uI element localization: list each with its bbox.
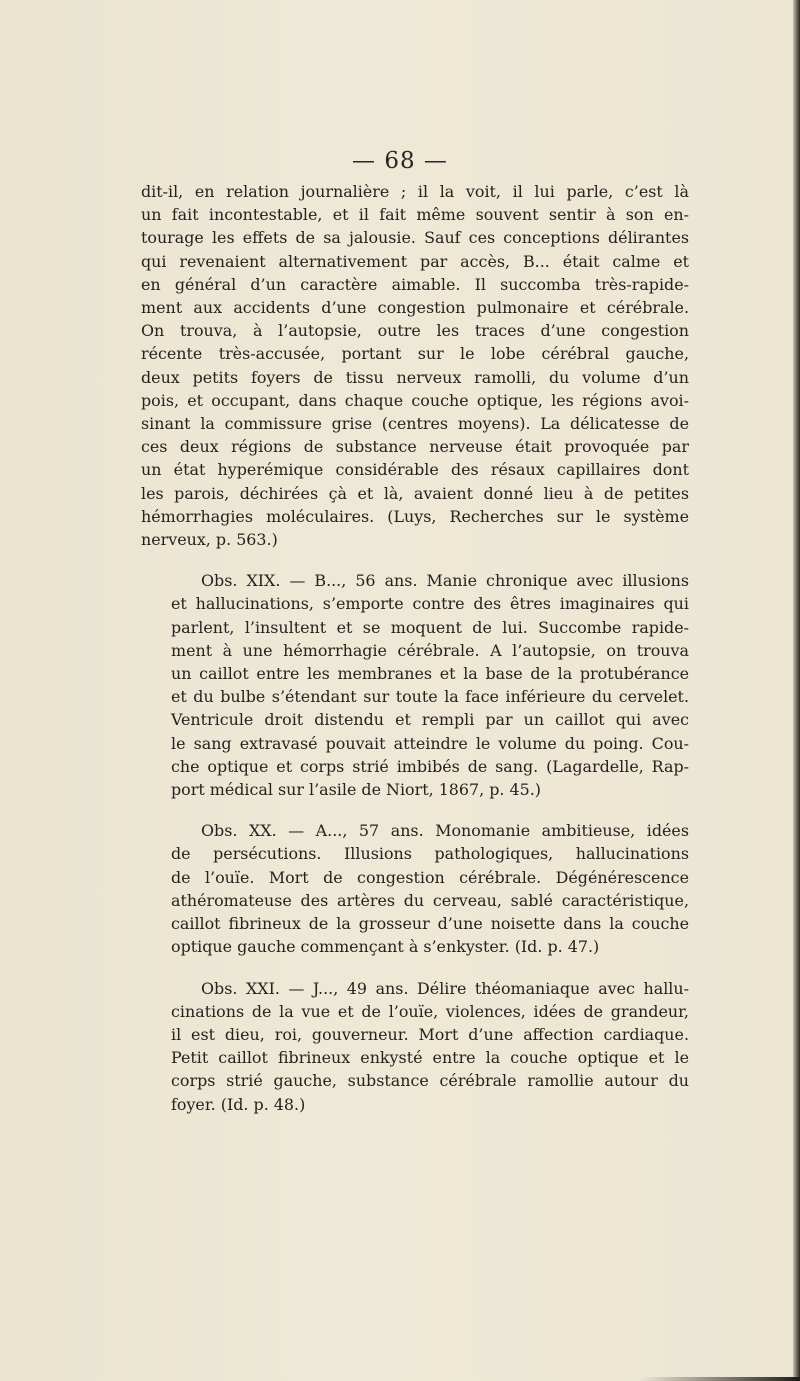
text-line: port médical sur l’asile de Niort, 1867, p. 45.) xyxy=(171,780,541,800)
text-line: pois, et occupant, dans chaque couche optique, les régions avoi- xyxy=(141,390,689,410)
text-line: corps strié gauche, substance cérébrale ramollie autour du xyxy=(171,1071,689,1091)
text-line: On trouva, à l’autopsie, outre les traces d’une congestion xyxy=(141,321,689,341)
text-line: Obs. XX. — A..., 57 ans. Monomanie ambitieuse, idées xyxy=(201,821,689,841)
text-line: il est dieu, roi, gouverneur. Mort d’une affection cardiaque. xyxy=(171,1024,689,1044)
text-line: un caillot entre les membranes et la base de la protubérance xyxy=(171,664,689,684)
page-number: — 68 — xyxy=(352,148,448,174)
text-line: cinations de la vue et de l’ouïe, violences, idées de grandeur, xyxy=(171,1001,689,1021)
text-line: récente très-accusée, portant sur le lobe cérébral gauche, xyxy=(141,344,689,364)
text-line: tourage les effets de sa jalousie. Sauf ces conceptions délirantes xyxy=(141,228,689,248)
text-line: Ventricule droit distendu et rempli par un caillot qui avec xyxy=(171,710,689,730)
observation-xxi xyxy=(141,977,689,1116)
text-line: athéromateuse des artères du cerveau, sablé caractéristique, xyxy=(171,890,689,910)
text-line: Obs. XXI. — J..., 49 ans. Délire théomaniaque avec hallu- xyxy=(201,978,689,998)
text-line: Obs. XIX. — B..., 56 ans. Manie chronique avec illusions xyxy=(201,571,689,591)
text-line: Petit caillot fibrineux enkysté entre la couche optique et le xyxy=(171,1048,689,1068)
text-line: un état hyperémique considérable des résaux capillaires dont xyxy=(141,460,689,480)
text-line: et hallucinations, s’emporte contre des êtres imaginaires qui xyxy=(171,594,689,614)
paragraph-continuation xyxy=(141,180,689,551)
text-line: deux petits foyers de tissu nerveux ramolli, du volume d’un xyxy=(141,367,689,387)
text-line: les parois, déchirées çà et là, avaient donné lieu à de petites xyxy=(141,483,689,503)
text-line: parlent, l’insultent et se moquent de lui. Succombe rapide- xyxy=(171,617,689,637)
text-line: caillot fibrineux de la grosseur d’une noisette dans la couche xyxy=(171,914,689,934)
text-line: de persécutions. Illusions pathologiques, hallucinations xyxy=(171,844,689,864)
text-line: un fait incontestable, et il fait même souvent sentir à son en- xyxy=(141,205,689,225)
text-line: de l’ouïe. Mort de congestion cérébrale. Dégénérescence xyxy=(171,867,689,887)
text-line: ment aux accidents d’une congestion pulmonaire et cérébrale. xyxy=(141,298,689,318)
text-line: ces deux régions de substance nerveuse était provoquée par xyxy=(141,437,689,457)
text-line: nerveux, p. 563.) xyxy=(141,530,278,550)
text-line: ment à une hémorrhagie cérébrale. A l’autopsie, on trouva xyxy=(171,640,689,660)
text-line: dit-il, en relation journalière ; il la voit, il lui parle, c’est là xyxy=(141,182,689,201)
text-line: en général d’un caractère aimable. Il succomba très-rapide- xyxy=(141,274,689,294)
page-edge-shadow xyxy=(793,0,800,1381)
text-line: optique gauche commençant à s’enkyster. (Id. p. 47.) xyxy=(171,937,600,957)
page-bottom-shadow xyxy=(640,1377,800,1381)
observation-xx xyxy=(141,819,689,958)
text-line: hémorrhagies moléculaires. (Luys, Recherches sur le système xyxy=(141,506,689,526)
text-line: sinant la commissure grise (centres moyens). La délicatesse de xyxy=(141,414,689,434)
observation-xix xyxy=(141,569,689,801)
text-line: le sang extravasé pouvait atteindre le volume du poing. Cou- xyxy=(171,733,689,753)
body-text xyxy=(141,180,689,1134)
text-line: foyer. (Id. p. 48.) xyxy=(171,1094,306,1114)
text-line: che optique et corps strié imbibés de sang. (Lagardelle, Rap- xyxy=(171,756,689,776)
text-line: qui revenaient alternativement par accès, B... était calme et xyxy=(141,251,689,271)
text-line: et du bulbe s’étendant sur toute la face inférieure du cervelet. xyxy=(171,687,689,707)
